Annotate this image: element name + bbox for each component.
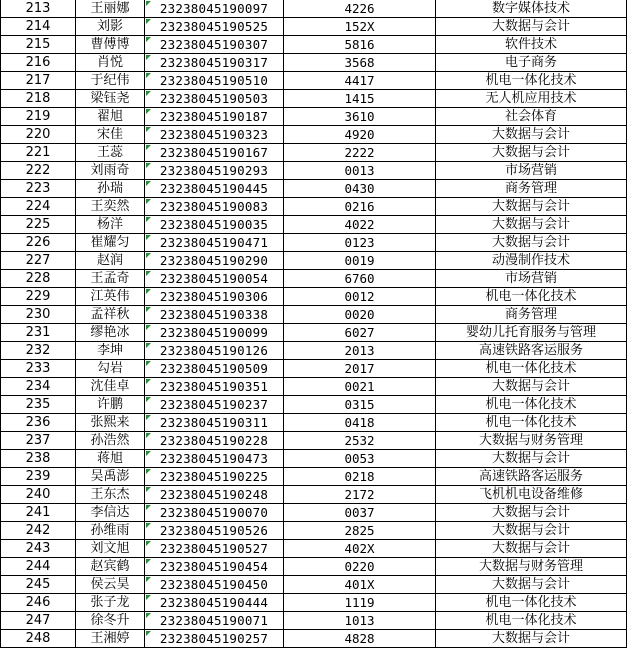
row-number-cell[interactable]: 246 [1,594,76,612]
major-cell[interactable]: 大数据与会计 [436,504,627,522]
student-id-cell[interactable]: 23238045190257 [145,630,284,648]
name-cell[interactable]: 王孟奇 [76,270,145,288]
student-id-cell[interactable]: 23238045190054 [145,270,284,288]
student-id-cell[interactable]: 23238045190525 [145,18,284,36]
student-id-cell[interactable]: 23238045190083 [145,198,284,216]
code-cell[interactable]: 0216 [284,198,436,216]
table-row [1,180,627,198]
row-number-cell[interactable]: 235 [1,396,76,414]
row-number-cell[interactable]: 228 [1,270,76,288]
table-row [1,414,627,432]
major-cell[interactable]: 商务管理 [436,180,627,198]
major-cell[interactable]: 大数据与会计 [436,18,627,36]
table-body [1,0,627,648]
name-cell[interactable]: 蒋旭 [76,450,145,468]
code-cell[interactable]: 0315 [284,396,436,414]
name-cell[interactable]: 赵宾鹤 [76,558,145,576]
table-row [1,576,627,594]
table-row [1,450,627,468]
student-id-cell[interactable]: 23238045190237 [145,396,284,414]
major-cell[interactable]: 大数据与会计 [436,450,627,468]
major-cell[interactable]: 机电一体化技术 [436,72,627,90]
table-row [1,18,627,36]
code-cell[interactable]: 0020 [284,306,436,324]
name-cell[interactable]: 江英伟 [76,288,145,306]
student-id-cell[interactable]: 23238045190070 [145,504,284,522]
code-cell[interactable]: 4417 [284,72,436,90]
name-cell[interactable]: 崔耀匀 [76,234,145,252]
name-cell[interactable]: 刘雨奇 [76,162,145,180]
table-row [1,612,627,630]
table-row [1,558,627,576]
row-number-cell[interactable]: 230 [1,306,76,324]
student-id-cell[interactable]: 23238045190248 [145,486,284,504]
name-cell[interactable]: 宋佳 [76,126,145,144]
name-cell[interactable]: 侯云昊 [76,576,145,594]
table-row [1,288,627,306]
code-cell[interactable]: 6760 [284,270,436,288]
row-number-cell[interactable]: 233 [1,360,76,378]
student-id-cell[interactable]: 23238045190527 [145,540,284,558]
row-number-cell[interactable]: 227 [1,252,76,270]
student-id-cell[interactable]: 23238045190471 [145,234,284,252]
name-cell[interactable]: 李信达 [76,504,145,522]
table-row [1,540,627,558]
major-cell[interactable]: 大数据与会计 [436,540,627,558]
row-number-cell[interactable]: 224 [1,198,76,216]
row-number-cell[interactable]: 245 [1,576,76,594]
student-id-cell[interactable]: 23238045190293 [145,162,284,180]
major-cell[interactable]: 无人机应用技术 [436,90,627,108]
student-id-cell[interactable]: 23238045190187 [145,108,284,126]
table-row [1,72,627,90]
name-cell[interactable]: 刘影 [76,18,145,36]
code-cell[interactable]: 1415 [284,90,436,108]
student-id-cell[interactable]: 23238045190450 [145,576,284,594]
major-cell[interactable]: 动漫制作技术 [436,252,627,270]
name-cell[interactable]: 勾岩 [76,360,145,378]
major-cell[interactable]: 大数据与会计 [436,522,627,540]
code-cell[interactable]: 2172 [284,486,436,504]
table-row [1,594,627,612]
row-number-cell[interactable]: 220 [1,126,76,144]
row-number-cell[interactable]: 243 [1,540,76,558]
major-cell[interactable]: 大数据与会计 [436,126,627,144]
code-cell[interactable]: 0037 [284,504,436,522]
row-number-cell[interactable]: 240 [1,486,76,504]
student-id-cell[interactable]: 23238045190338 [145,306,284,324]
major-cell[interactable]: 社会体育 [436,108,627,126]
student-id-cell[interactable]: 23238045190228 [145,432,284,450]
row-number-cell[interactable]: 213 [1,0,76,18]
name-cell[interactable]: 孙瑞 [76,180,145,198]
code-cell[interactable]: 3568 [284,54,436,72]
major-cell[interactable]: 商务管理 [436,306,627,324]
student-id-cell[interactable]: 23238045190503 [145,90,284,108]
student-id-cell[interactable]: 23238045190071 [145,612,284,630]
code-cell[interactable]: 0220 [284,558,436,576]
code-cell[interactable]: 2825 [284,522,436,540]
table-row [1,252,627,270]
student-id-cell[interactable]: 23238045190473 [145,450,284,468]
name-cell[interactable]: 徐冬升 [76,612,145,630]
row-number-cell[interactable]: 222 [1,162,76,180]
student-id-cell[interactable]: 23238045190225 [145,468,284,486]
row-number-cell[interactable]: 248 [1,630,76,648]
name-cell[interactable]: 肖悦 [76,54,145,72]
row-number-cell[interactable]: 238 [1,450,76,468]
code-cell[interactable]: 4828 [284,630,436,648]
name-cell[interactable]: 孟祥秋 [76,306,145,324]
table-row [1,486,627,504]
name-cell[interactable]: 张熙来 [76,414,145,432]
code-cell[interactable]: 152X [284,18,436,36]
table-row [1,198,627,216]
name-cell[interactable]: 许鹏 [76,396,145,414]
row-number-cell[interactable]: 241 [1,504,76,522]
student-id-cell[interactable]: 23238045190307 [145,36,284,54]
table-row [1,36,627,54]
table-row [1,342,627,360]
student-id-cell[interactable]: 23238045190351 [145,378,284,396]
code-cell[interactable]: 0013 [284,162,436,180]
student-id-cell[interactable]: 23238045190099 [145,324,284,342]
major-cell[interactable]: 软件技术 [436,36,627,54]
code-cell[interactable]: 3610 [284,108,436,126]
major-cell[interactable]: 电子商务 [436,54,627,72]
major-cell[interactable]: 飞机机电设备维修 [436,486,627,504]
name-cell[interactable]: 赵润 [76,252,145,270]
row-number-cell[interactable]: 214 [1,18,76,36]
row-number-cell[interactable]: 242 [1,522,76,540]
major-cell[interactable]: 大数据与会计 [436,576,627,594]
table-row [1,234,627,252]
student-id-cell[interactable]: 23238045190445 [145,180,284,198]
major-cell[interactable]: 市场营销 [436,270,627,288]
student-id-cell[interactable]: 23238045190317 [145,54,284,72]
name-cell[interactable]: 王蕊 [76,144,145,162]
code-cell[interactable]: 4920 [284,126,436,144]
code-cell[interactable]: 0218 [284,468,436,486]
student-id-cell[interactable]: 23238045190097 [145,0,284,18]
name-cell[interactable]: 孙维雨 [76,522,145,540]
row-number-cell[interactable]: 231 [1,324,76,342]
table-row [1,306,627,324]
row-number-cell[interactable]: 226 [1,234,76,252]
code-cell[interactable]: 2222 [284,144,436,162]
code-cell[interactable]: 0430 [284,180,436,198]
code-cell[interactable]: 0019 [284,252,436,270]
row-number-cell[interactable]: 237 [1,432,76,450]
code-cell[interactable]: 0418 [284,414,436,432]
major-cell[interactable]: 大数据与会计 [436,234,627,252]
code-cell[interactable]: 4022 [284,216,436,234]
code-cell[interactable]: 6027 [284,324,436,342]
name-cell[interactable]: 翟旭 [76,108,145,126]
major-cell[interactable]: 大数据与会计 [436,144,627,162]
major-cell[interactable]: 大数据与财务管理 [436,558,627,576]
table-row [1,378,627,396]
major-cell[interactable]: 大数据与会计 [436,378,627,396]
row-number-cell[interactable]: 225 [1,216,76,234]
major-cell[interactable]: 大数据与财务管理 [436,432,627,450]
row-number-cell[interactable]: 215 [1,36,76,54]
student-id-cell[interactable]: 23238045190035 [145,216,284,234]
major-cell[interactable]: 市场营销 [436,162,627,180]
table-row [1,504,627,522]
major-cell[interactable]: 机电一体化技术 [436,594,627,612]
name-cell[interactable]: 李坤 [76,342,145,360]
table-row [1,270,627,288]
name-cell[interactable]: 王奕然 [76,198,145,216]
name-cell[interactable]: 沈佳卓 [76,378,145,396]
table-row [1,108,627,126]
row-number-cell[interactable]: 216 [1,54,76,72]
major-cell[interactable]: 机电一体化技术 [436,414,627,432]
student-id-cell[interactable]: 23238045190167 [145,144,284,162]
table-row [1,144,627,162]
row-number-cell[interactable]: 239 [1,468,76,486]
table-row [1,54,627,72]
code-cell[interactable]: 1013 [284,612,436,630]
code-cell[interactable]: 401X [284,576,436,594]
major-cell[interactable]: 高速铁路客运服务 [436,342,627,360]
name-cell[interactable]: 曹傅博 [76,36,145,54]
table-row [1,126,627,144]
name-cell[interactable]: 王湘婷 [76,630,145,648]
row-number-cell[interactable]: 218 [1,90,76,108]
major-cell[interactable]: 大数据与会计 [436,216,627,234]
student-id-cell[interactable]: 23238045190306 [145,288,284,306]
code-cell[interactable]: 0123 [284,234,436,252]
row-number-cell[interactable]: 223 [1,180,76,198]
name-cell[interactable]: 王东杰 [76,486,145,504]
name-cell[interactable]: 张子龙 [76,594,145,612]
major-cell[interactable]: 机电一体化技术 [436,396,627,414]
code-cell[interactable]: 0053 [284,450,436,468]
student-id-cell[interactable]: 23238045190290 [145,252,284,270]
row-number-cell[interactable]: 247 [1,612,76,630]
major-cell[interactable]: 机电一体化技术 [436,360,627,378]
table-row [1,396,627,414]
row-number-cell[interactable]: 219 [1,108,76,126]
student-id-cell[interactable]: 23238045190509 [145,360,284,378]
student-id-cell[interactable]: 23238045190510 [145,72,284,90]
student-id-cell[interactable]: 23238045190126 [145,342,284,360]
row-number-cell[interactable]: 236 [1,414,76,432]
code-cell[interactable]: 402X [284,540,436,558]
major-cell[interactable]: 机电一体化技术 [436,612,627,630]
student-id-cell[interactable]: 23238045190526 [145,522,284,540]
row-number-cell[interactable]: 221 [1,144,76,162]
name-cell[interactable]: 孙浩然 [76,432,145,450]
table-row [1,162,627,180]
table-row [1,360,627,378]
table-row [1,216,627,234]
table-row [1,522,627,540]
row-number-cell[interactable]: 232 [1,342,76,360]
student-id-cell[interactable]: 23238045190323 [145,126,284,144]
table-row [1,90,627,108]
major-cell[interactable]: 机电一体化技术 [436,288,627,306]
row-number-cell[interactable]: 217 [1,72,76,90]
table-row [1,468,627,486]
code-cell[interactable]: 0021 [284,378,436,396]
student-id-cell[interactable]: 23238045190454 [145,558,284,576]
code-cell[interactable]: 0012 [284,288,436,306]
student-id-cell[interactable]: 23238045190311 [145,414,284,432]
code-cell[interactable]: 2532 [284,432,436,450]
table-row [1,324,627,342]
table-row [1,432,627,450]
code-cell[interactable]: 1119 [284,594,436,612]
major-cell[interactable]: 数字媒体技术 [436,0,627,18]
code-cell[interactable]: 2013 [284,342,436,360]
table-row [1,630,627,648]
row-number-cell[interactable]: 244 [1,558,76,576]
name-cell[interactable]: 王丽娜 [76,0,145,18]
table-row [1,0,627,18]
row-number-cell[interactable]: 234 [1,378,76,396]
name-cell[interactable]: 杨洋 [76,216,145,234]
name-cell[interactable]: 缪艳冰 [76,324,145,342]
major-cell[interactable]: 高速铁路客运服务 [436,468,627,486]
code-cell[interactable]: 5816 [284,36,436,54]
name-cell[interactable]: 刘文旭 [76,540,145,558]
name-cell[interactable]: 于纪伟 [76,72,145,90]
major-cell[interactable]: 婴幼儿托育服务与管理 [436,324,627,342]
major-cell[interactable]: 大数据与会计 [436,630,627,648]
name-cell[interactable]: 梁钰尧 [76,90,145,108]
code-cell[interactable]: 2017 [284,360,436,378]
major-cell[interactable]: 大数据与会计 [436,198,627,216]
code-cell[interactable]: 4226 [284,0,436,18]
row-number-cell[interactable]: 229 [1,288,76,306]
student-id-cell[interactable]: 23238045190444 [145,594,284,612]
name-cell[interactable]: 吴禹澎 [76,468,145,486]
